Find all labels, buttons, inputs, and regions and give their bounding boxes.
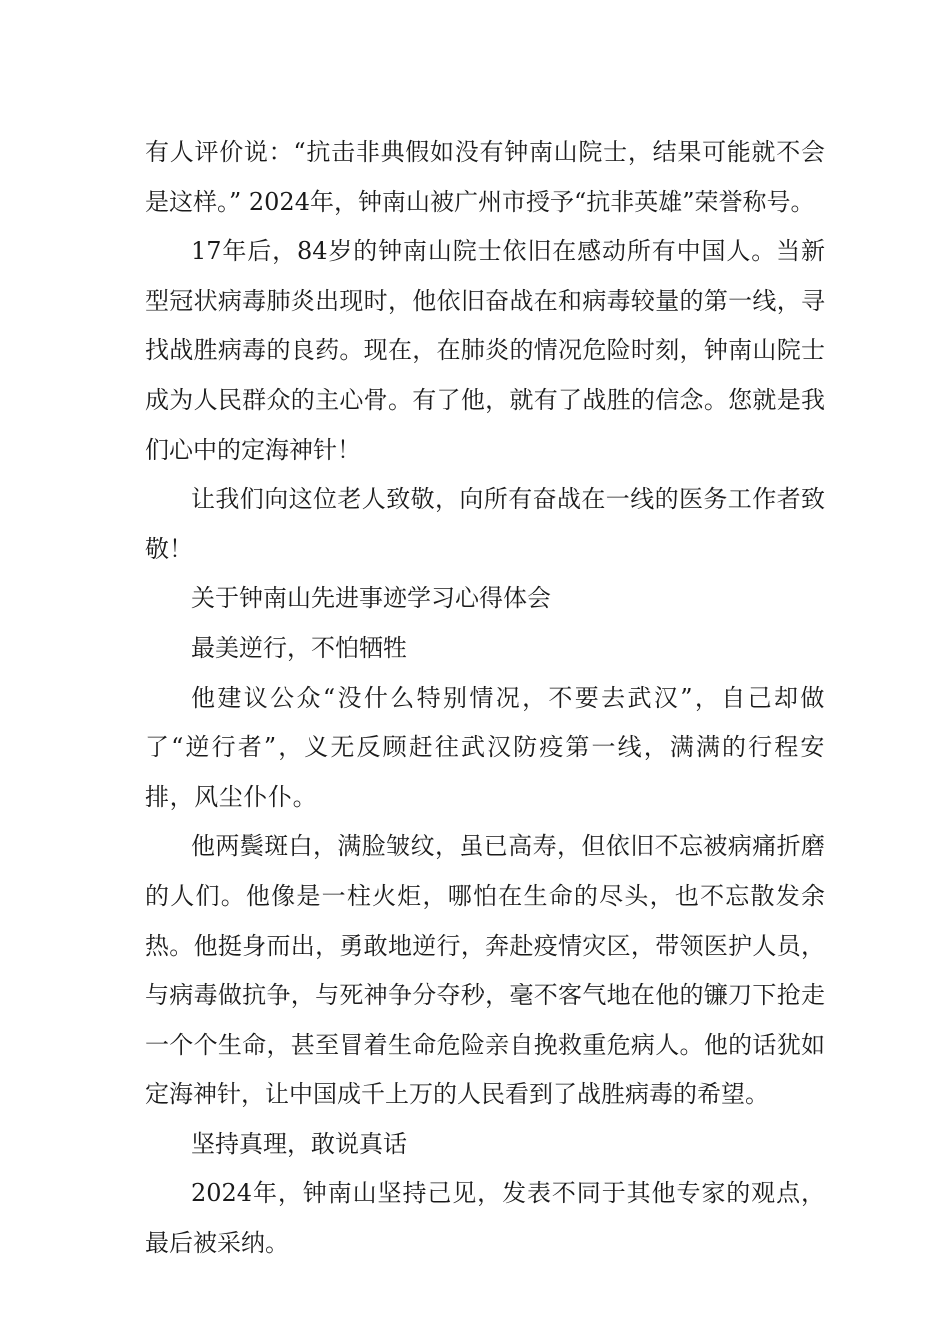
sub-heading-2: 坚持真理，敢说真话 bbox=[191, 1129, 407, 1158]
paragraph-2: 17年后，84岁的钟南山院士依旧在感动所有中国人。当新型冠状病毒肺炎出现时，他依旧奋战在和病毒较量的第一线，寻找战胜病毒的良药。现在，在肺炎的情况危险时刻，钟南山院士成为人民群众的主心骨。有了他，就有了战胜的信念。您就是我们心中的定海神针！ bbox=[145, 237, 825, 464]
paragraph-6: 2024年，钟南山坚持己见，发表不同于其他专家的观点，最后被采纳。 bbox=[145, 1179, 825, 1258]
paragraph-3: 让我们向这位老人致敬，向所有奋战在一线的医务工作者致敬！ bbox=[145, 485, 825, 563]
sub-heading-1: 最美逆行，不怕牺牲 bbox=[191, 633, 407, 662]
paragraph-1: 有人评价说：“抗击非典假如没有钟南山院士，结果可能就不会是这样。” 2024年，钟南山被广州市授予“抗非英雄”荣誉称号。 bbox=[145, 138, 825, 216]
paragraph-4: 他建议公众“没什么特别情况，不要去武汉”，自己却做了“逆行者”，义无反顾赶往武汉防疫第一线，满满的行程安排，风尘仆仆。 bbox=[145, 683, 825, 811]
section-heading-1: 关于钟南山先进事迹学习心得体会 bbox=[191, 584, 551, 613]
paragraph-5: 他两鬓斑白，满脸皱纹，虽已高寿，但依旧不忘被病痛折磨的人们。他像是一柱火炬，哪怕在生命的尽头，也不忘散发余热。他挺身而出，勇敢地逆行，奔赴疫情灾区，带领医护人员，与病毒做抗争，与死神争分夺秒，毫不客气地在他的镰刀下抢走一个个生命，甚至冒着生命危险亲自挽救重危病人。他的话犹如定海神针，让中国成千上万的人民看到了战胜病毒的希望。 bbox=[145, 832, 825, 1109]
document-body bbox=[145, 128, 825, 1269]
